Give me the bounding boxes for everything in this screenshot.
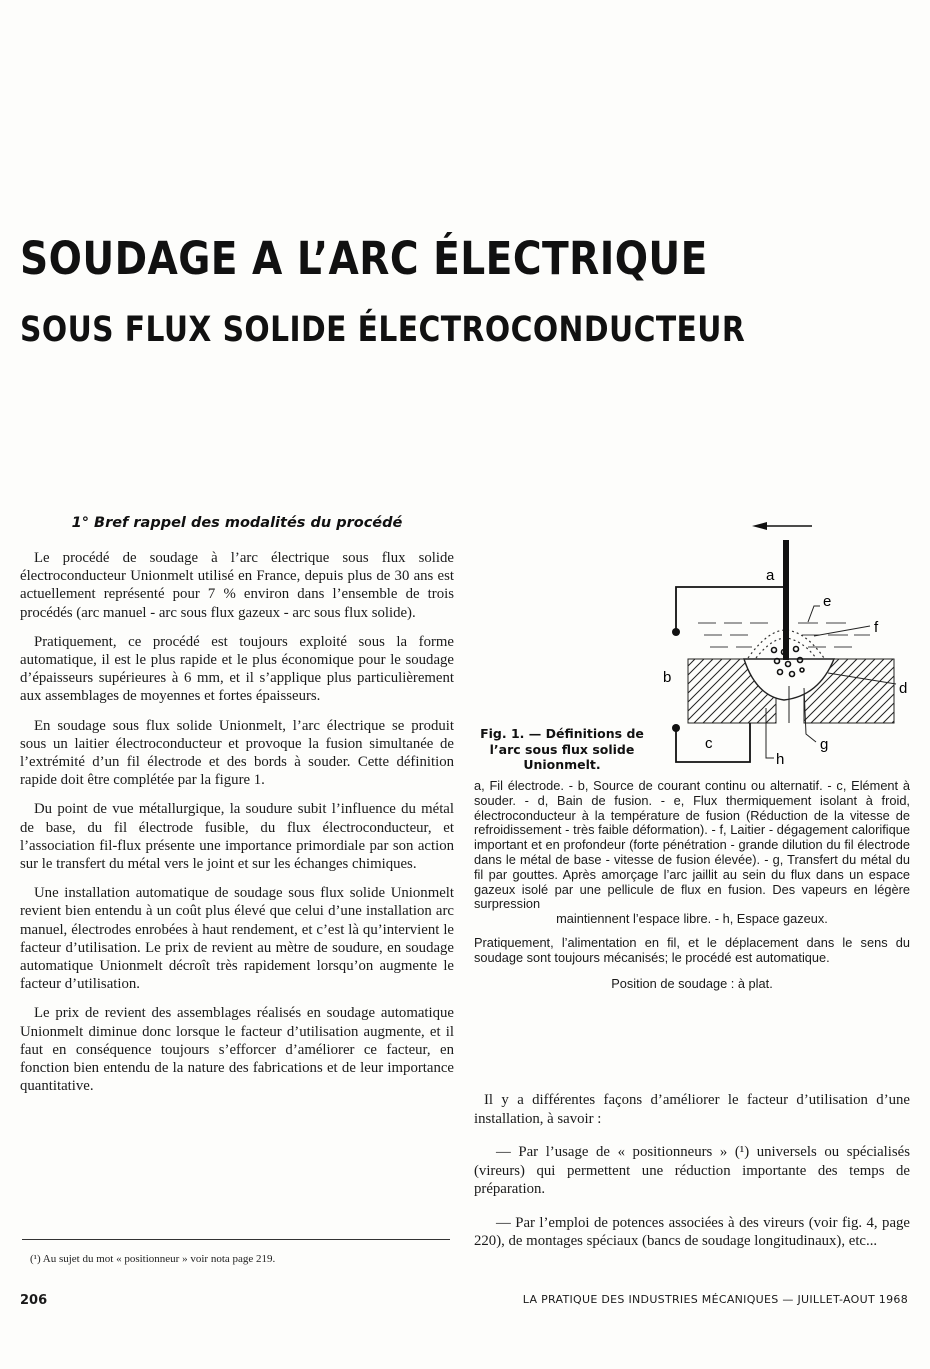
- figure-note: Pratiquement, l’alimentation en fil, et le déplacement dans le sens du soudage sont toujours mécanisés; le procédé est automatique.: [474, 934, 910, 965]
- welding-position: Position de soudage : à plat.: [611, 975, 773, 991]
- paragraph: Pratiquement, ce procédé est toujours exploité sous la forme automatique, il est le plus rapide et le plus économique pour le soudage d’épaisseurs supérieures à 6 mm, et il s’applique plus particulièrement aux assemblages de moyennes et fortes épaisseurs.: [20, 633, 454, 705]
- welding-diagram: [656, 518, 910, 773]
- label-e: e: [823, 593, 832, 610]
- leader-e: [808, 606, 820, 622]
- left-column: [20, 515, 454, 1106]
- right-column: [474, 1091, 910, 1266]
- publication-footer: LA PRATIQUE DES INDUSTRIES MÉCANIQUES — JUILLET-AOUT 1968: [522, 1293, 908, 1306]
- article-title: SOUDAGE A L’ARC ÉLECTRIQUE: [20, 232, 708, 285]
- legend-text: a, Fil électrode. - b, Source de courant continu ou alternatif. - c, Elément à souder. - d, Bain de fusion. - e, Flux thermiquement isolant à froid, électroconducteur à la température de fusion (Réduction de la vitesse de refroidissement - très faible déformation). - f, Laitier - dégagement calorifique important et en profondeur (forte pénétration - grande dilution du fil électrode dans le métal de base - vitesse de fusion élevée). - g, Transfert du métal du fil par gouttes. Après amorçage l’arc jaillit au sein du flux dans un espace gazeux isolé par une pellicule de flux en fusion. Des vapeurs en légère surpression: [474, 778, 910, 912]
- paragraph: Le prix de revient des assemblages réalisés en soudage automatique Unionmelt diminue donc lorsque le facteur d’utilisation augmente, et il faut en conséquence toujours s’efforcer d’améliorer ce facteur, en fonction bien entendu de la nature des fabrications et de leur importance quantitative.: [20, 1005, 454, 1095]
- label-g: g: [820, 736, 829, 753]
- paragraph: Il y a différentes façons d’améliorer le facteur d’utilisation d’une installation, à savoir :: [474, 1092, 910, 1127]
- paragraph: — Par l’emploi de potences associées à des vireurs (voir fig. 4, page 220), de montages spéciaux (bancs de soudage longitudinaux), etc...: [474, 1214, 910, 1249]
- section-heading: 1° Bref rappel des modalités du procédé: [71, 515, 403, 531]
- article-subtitle: SOUS FLUX SOLIDE ÉLECTROCONDUCTEUR: [20, 310, 746, 350]
- legend-text-end: maintiennent l’espace libre. - h, Espace gazeux.: [556, 911, 828, 927]
- paragraph: Du point de vue métallurgique, la soudure subit l’influence du métal de base, du fil électrode fusible, du flux électroconducteur, et l’association fil-flux présente une importance primordiale par son action sur le transfert du métal vers le joint et sur les échanges chimiques.: [20, 801, 454, 873]
- figure-legend: [474, 779, 910, 991]
- terminal-dot: [672, 628, 680, 636]
- footnote-divider: [22, 1239, 450, 1240]
- page-number: 206: [20, 1293, 48, 1308]
- electrode-wire: [783, 540, 789, 660]
- paragraph: Une installation automatique de soudage sous flux solide Unionmelt revient bien entendu à un coût plus élevé que celui d’une installation arc manuel, électrodes enrobées à haut rendement, et c’est là qu’intervient le facteur d’utilisation. Le prix de revient au mètre de soudure, en soudage automatique Unionmelt décroît très rapidement lorsqu’on augmente le facteur d’utilisation.: [20, 885, 454, 993]
- label-c: c: [705, 735, 713, 752]
- direction-arrow-icon: [752, 522, 812, 530]
- paragraph: — Par l’usage de « positionneurs » (¹) universels ou spécialisés (vireurs) qui permettent une réduction importante des temps de préparation.: [474, 1144, 910, 1197]
- label-b: b: [663, 669, 672, 686]
- footnote: (¹) Au sujet du mot « positionneur » voir nota page 219.: [30, 1253, 276, 1265]
- terminal-dot: [672, 724, 680, 732]
- paragraph: En soudage sous flux solide Unionmelt, l’arc électrique se produit sous un laitier électroconducteur et provoque la fusion simultanée de l’extrémité d’un fil électrode et des bords à souder. Cette définition rapide doit être complétée par la figure 1.: [20, 717, 454, 789]
- paragraph: Le procédé de soudage à l’arc électrique sous flux solide électroconducteur Unionmelt utilisé en France, depuis plus de 30 ans est actuellement représenté pour 7 % environ dans l’ensemble de trois procédés (arc manuel - arc sous flux gazeux - arc sous flux solide).: [20, 550, 454, 621]
- figure-caption: Fig. 1. — Définitions de l’arc sous flux solide Unionmelt.: [480, 726, 644, 772]
- label-h: h: [776, 751, 785, 768]
- label-a: a: [766, 567, 775, 584]
- label-d: d: [899, 680, 908, 697]
- label-f: f: [874, 619, 879, 636]
